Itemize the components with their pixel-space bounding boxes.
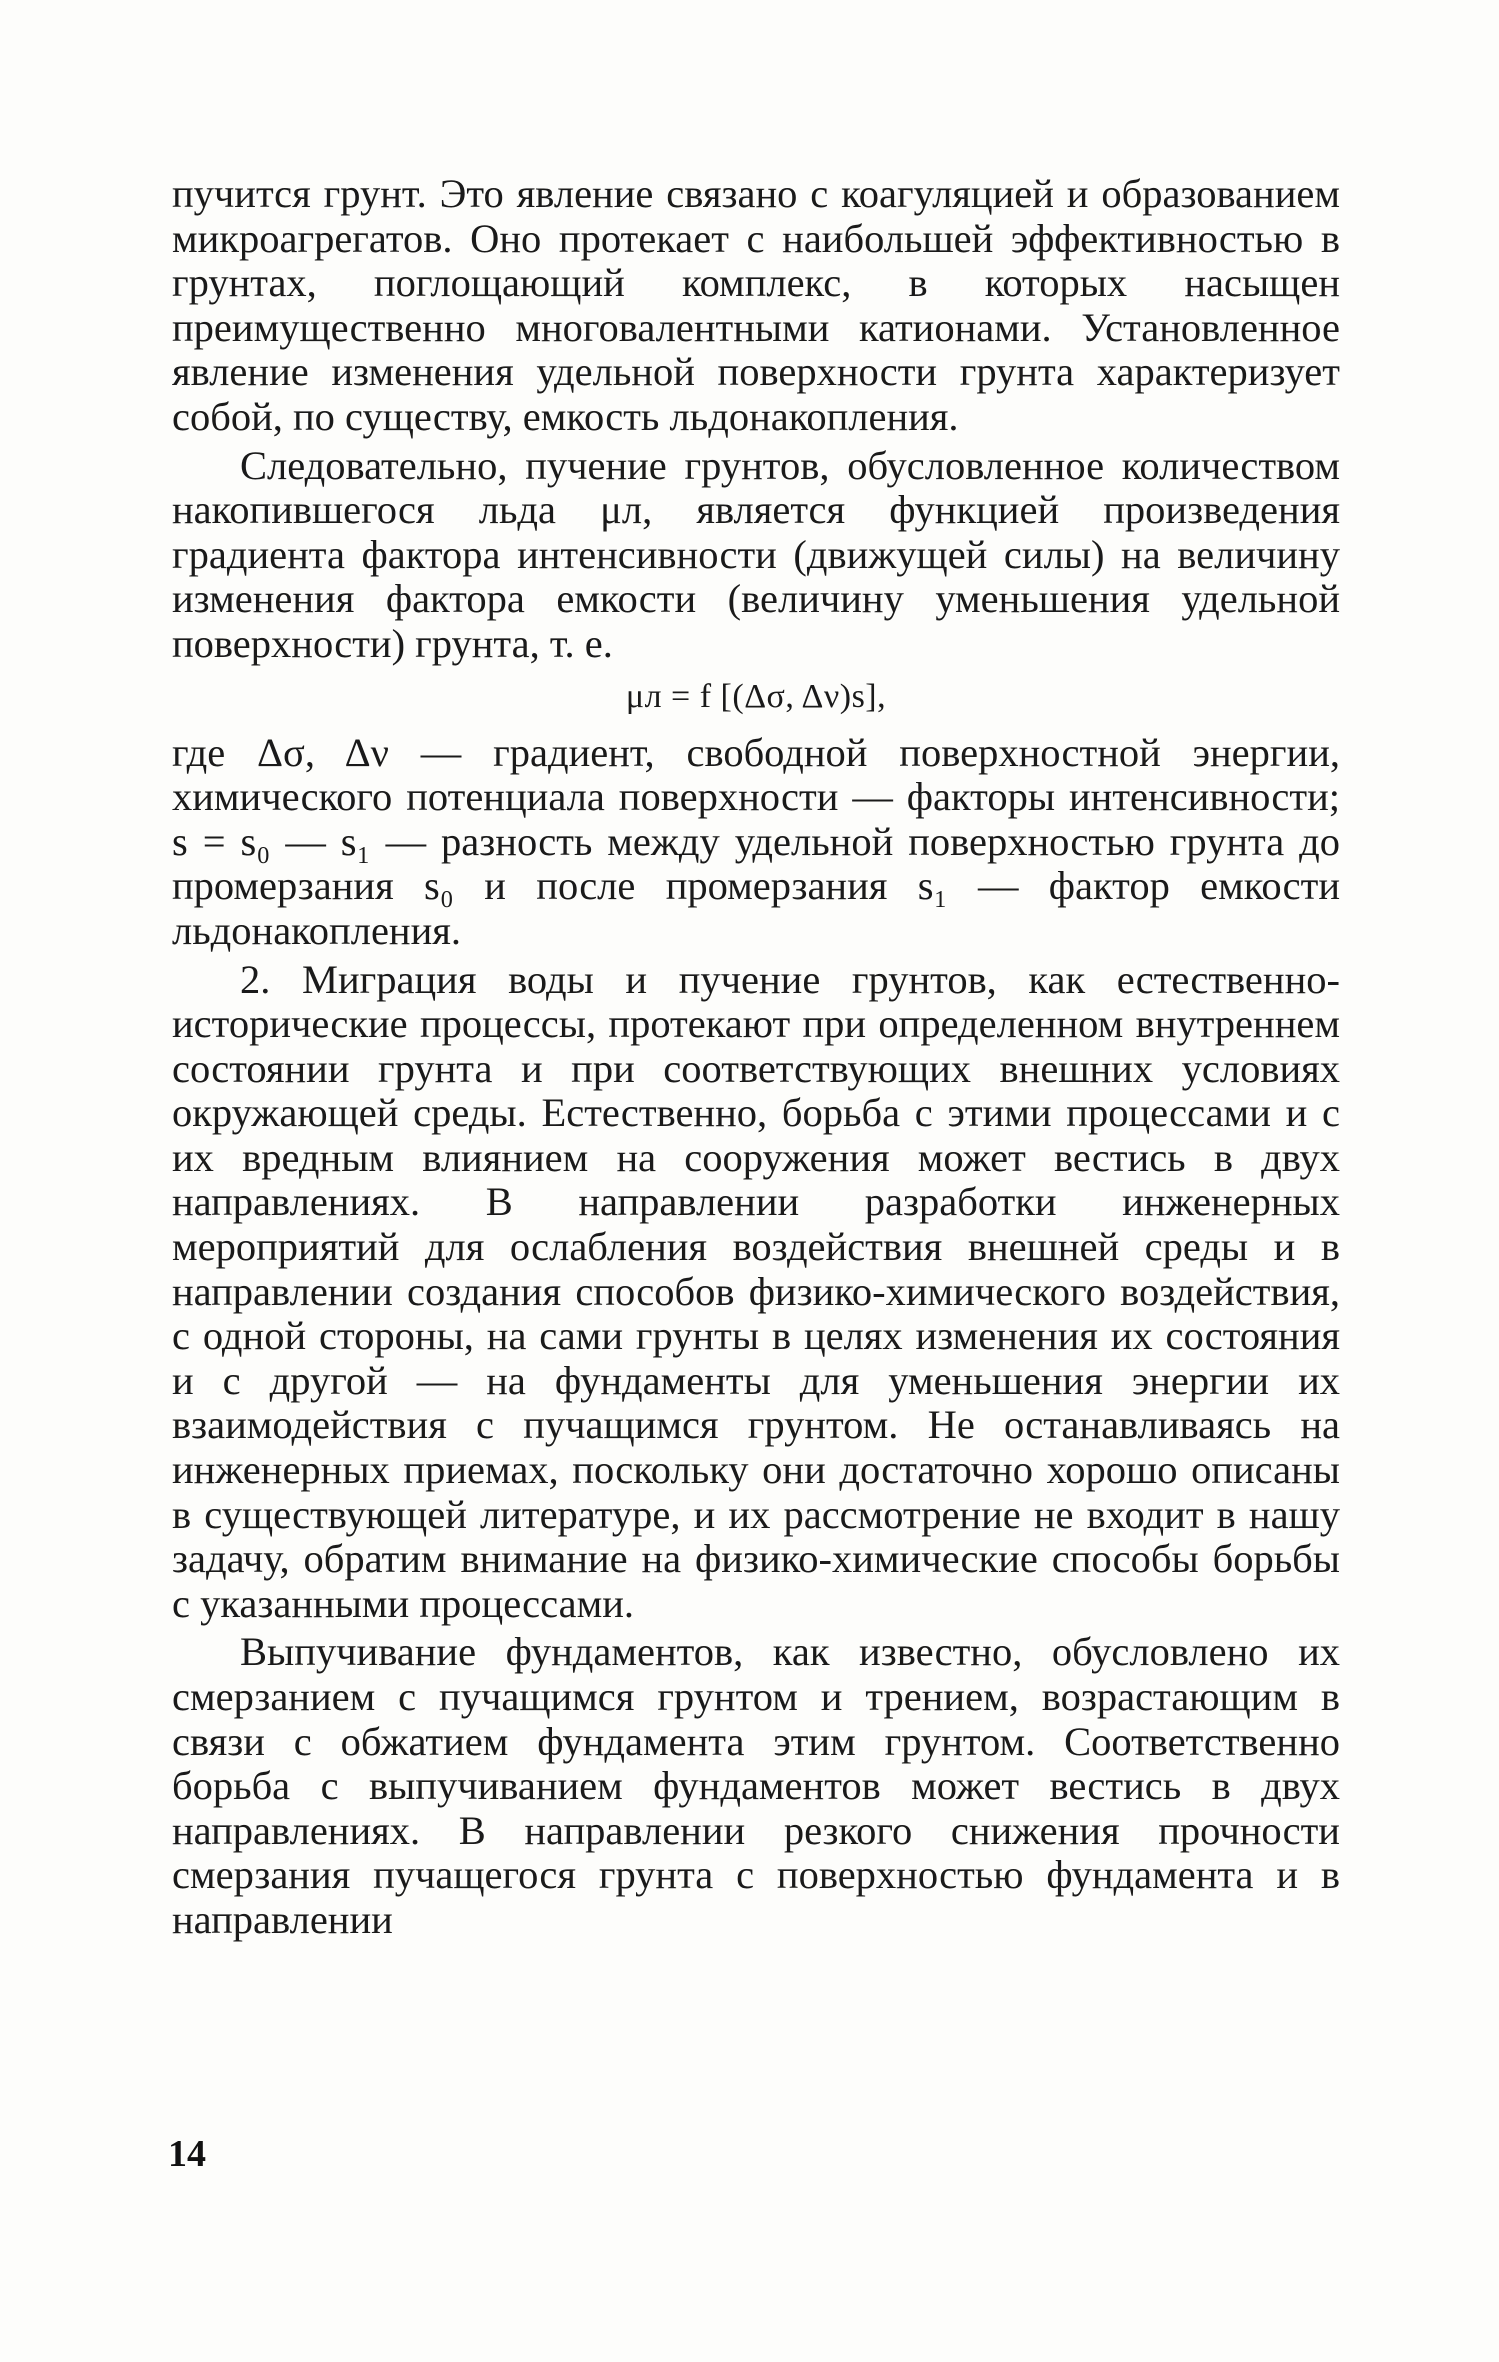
page-number: 14: [168, 2133, 206, 2175]
formula: μл = f [(Δσ, Δν)s],: [625, 677, 887, 715]
body-text: [172, 172, 1340, 1943]
paragraph: пучится грунт. Это явление связано с коагуляцией и образованием микроагрегатов. Оно протекает с наибольшей эффективностью в грунтах, поглощающий комплекс, в которых насыщен преимущественно многовалентными катионами. Установленное явление изменения удельной поверхности грунта характеризует собой, по существу, емкость льдонакопления.: [172, 171, 1340, 439]
paragraph: Следовательно, пучение грунтов, обусловленное количеством накопившегося льда μл, является функцией произведения градиента фактора интенсивности (движущей силы) на величину изменения фактора емкости (величину уменьшения удельной поверхности) грунта, т. е.: [172, 442, 1340, 666]
paragraph: 2. Миграция воды и пучение грунтов, как естественно-исторические процессы, протекают при определенном внутреннем состоянии грунта и при соответствующих внешних условиях окружающей среды. Естественно, борьба с этими процессами и с их вредным влиянием на сооружения может вестись в двух направлениях. В направлении разработки инженерных мероприятий для ослабления воздействия внешней среды и в направлении создания способов физико-химического воздействия, с одной стороны, на сами грунты в целях изменения их состояния и с другой — на фундаменты для уменьшения энергии их взаимодействия с пучащимся грунтом. Не останавливаясь на инженерных приемах, поскольку они достаточно хорошо описаны в существующей литературе, и их рассмотрение не входит в нашу задачу, обратим внимание на физико-химические способы борьбы с указанными процессами.: [172, 956, 1340, 1626]
paragraph: где Δσ, Δν — градиент, свободной поверхностной энергии, химического потенциала поверхности — факторы интенсивности; s = s₀ — s₁ — разность между удельной поверхностью грунта до промерзания s₀ и после промерзания s₁ — фактор емкости льдонакопления.: [172, 729, 1340, 953]
paragraph: Выпучивание фундаментов, как известно, обусловлено их смерзанием с пучащимся грунтом и трением, возрастающим в связи с обжатием фундамента этим грунтом. Соответственно борьба с выпучиванием фундаментов может вестись в двух направлениях. В направлении резкого снижения прочности смерзания пучащегося грунта с поверхностью фундамента и в направлении: [172, 1629, 1340, 1942]
